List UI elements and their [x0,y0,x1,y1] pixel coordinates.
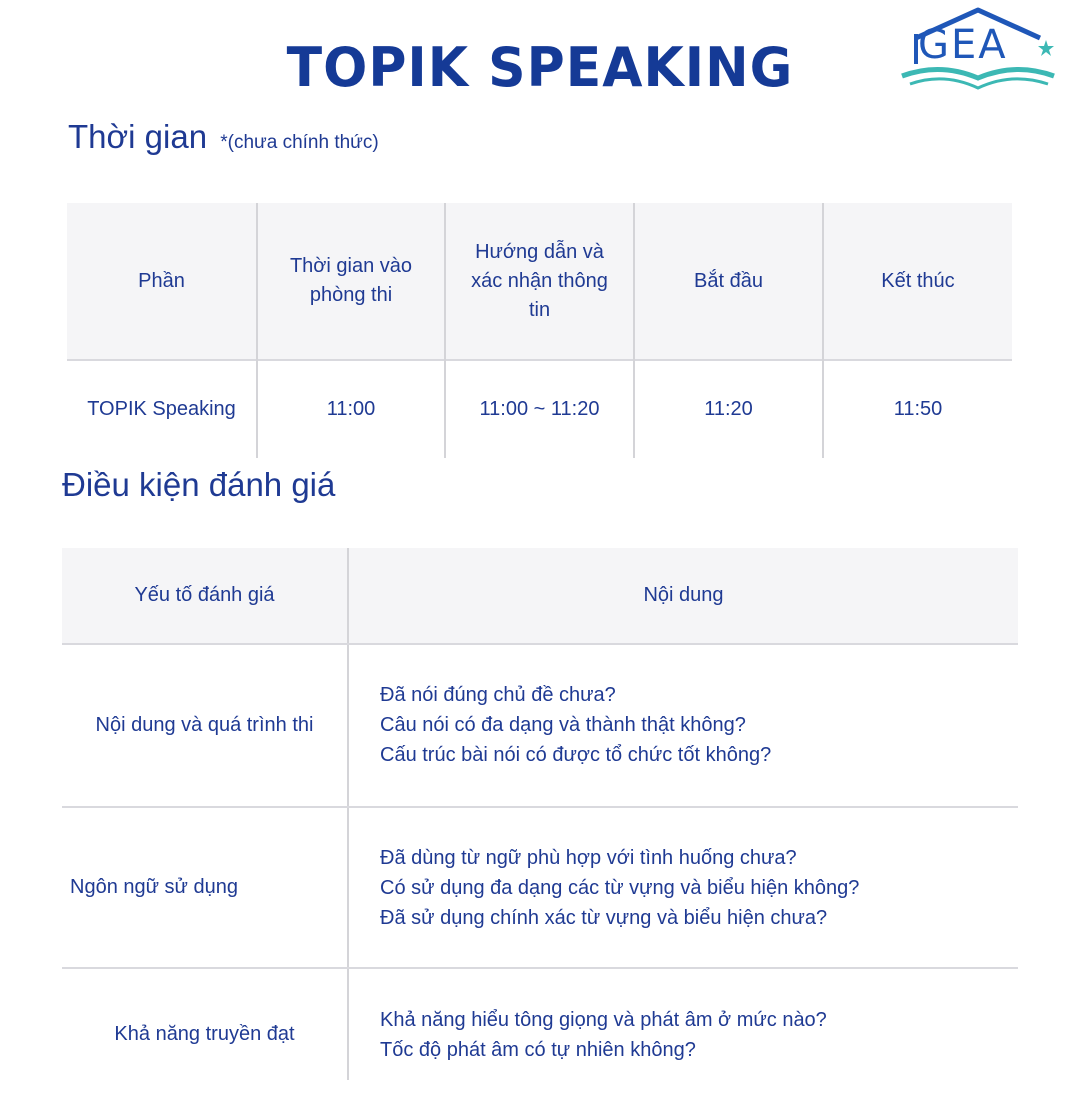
content-line: Đã dùng từ ngữ phù hợp với tình huống chưa? [380,847,797,869]
logo-text: GEA [918,22,1008,68]
content-line: Tốc độ phát âm có tự nhiên không? [380,1039,696,1061]
criterion-content [380,1005,1000,1065]
column-header: Yếu tố đánh giá [134,584,275,606]
table-cell: 11:00 ~ 11:20 [479,398,600,420]
criteria-table [62,548,1018,1080]
criterion-cell: Nội dung và quá trình thi [95,714,314,736]
column-header: Nội dung [643,584,724,606]
table-cell: TOPIK Speaking [87,398,236,420]
column-header: Kết thúc [881,269,955,292]
criterion-content [380,680,1000,770]
table-cell: 11:00 [326,398,376,420]
section-heading-criteria: Điều kiện đánh giá [62,466,336,503]
star-icon [1038,40,1054,56]
criterion-content [380,843,1000,933]
column-header: Bắt đầu [694,269,763,292]
content-line: Có sử dụng đa dạng các từ vựng và biểu hiện không? [380,877,860,899]
column-header: Thời gian vào phòng thi [289,255,413,306]
content-line: Khả năng hiểu tông giọng và phát âm ở mức nào? [380,1009,827,1031]
page-title: TOPIK SPEAKING [286,36,794,100]
content-line: Câu nói có đa dạng và thành thật không? [380,714,746,736]
criterion-cell: Khả năng truyền đạt [114,1022,295,1045]
content-line: Cấu trúc bài nói có được tổ chức tốt không? [380,744,772,766]
content-line: Đã nói đúng chủ đề chưa? [380,684,616,706]
table-cell: 11:50 [893,398,943,420]
column-header: Phần [138,269,185,292]
criterion-cell: Ngôn ngữ sử dụng [70,876,238,898]
section-heading-time [68,118,379,156]
heading-note: *(chưa chính thức) [220,132,379,153]
table-cell: 11:20 [704,398,753,420]
column-header: Hướng dẫn và xác nhận thông tin [471,240,608,321]
heading-text: Thời gian [68,118,208,155]
content-line: Đã sử dụng chính xác từ vựng và biểu hiện chưa? [380,907,828,929]
schedule-table [67,203,1012,458]
